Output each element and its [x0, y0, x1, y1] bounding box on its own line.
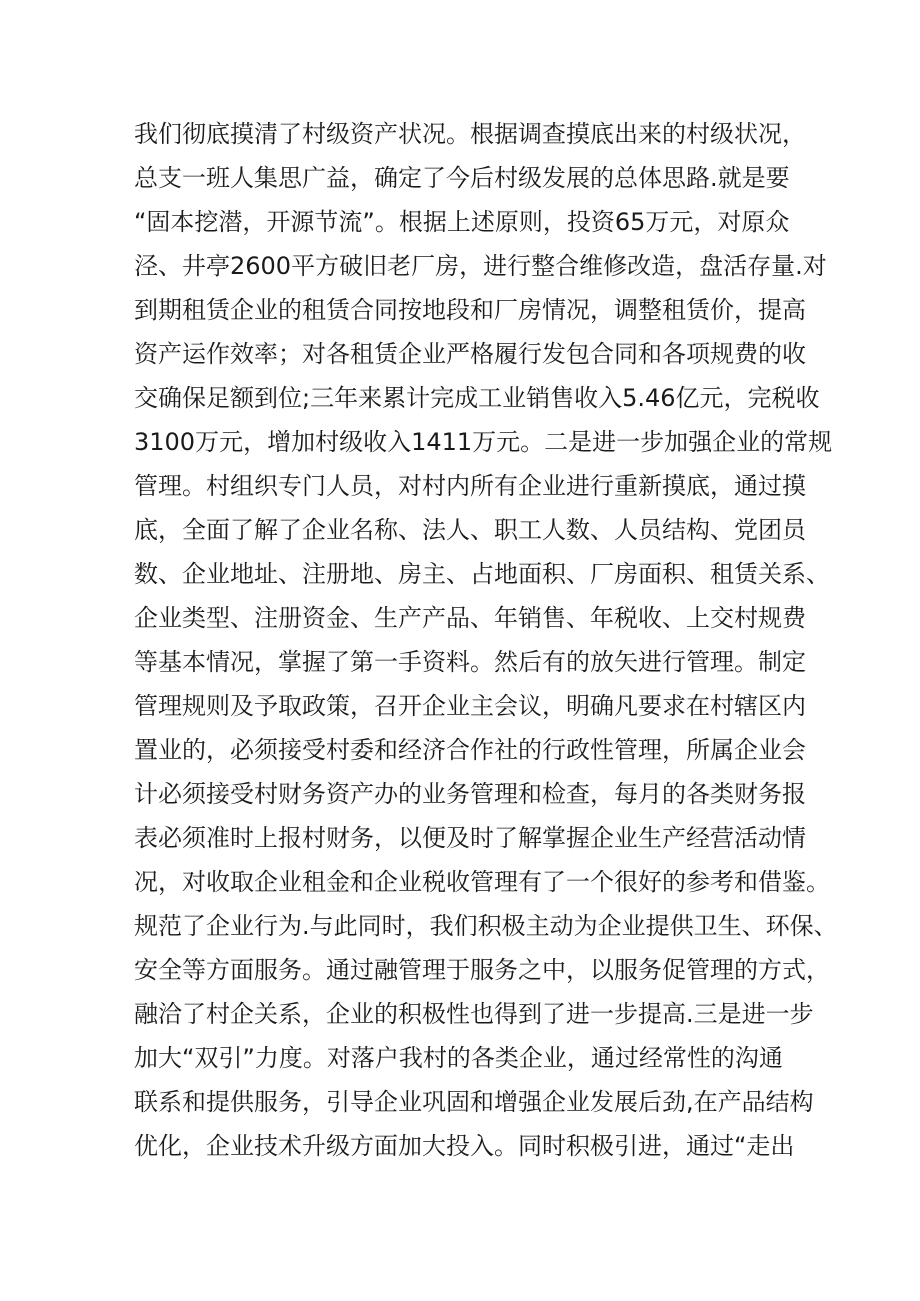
text-line: 融洽了村企关系，企业的积极性也得到了进一步提高.三是进一步	[134, 1000, 814, 1028]
text-line: 资产运作效率；对各租赁企业严格履行发包合同和各项规费的收	[134, 340, 806, 368]
text-line: 安全等方面服务。通过融管理于服务之中，以服务促管理的方式，	[134, 956, 830, 984]
text-line: 底，全面了解了企业名称、法人、职工人数、人员结构、党团员	[134, 516, 806, 544]
text-line: 优化，企业技术升级方面加大投入。同时积极引进，通过“走出	[134, 1132, 795, 1160]
text-line: 泾、井亭2600平方破旧老厂房，进行整合维修改造，盘活存量.对	[134, 252, 827, 280]
text-line: 管理。村组织专门人员，对村内所有企业进行重新摸底，通过摸	[134, 472, 806, 500]
text-line: 3100万元，增加村级收入1411万元。二是进一步加强企业的常规	[134, 428, 833, 456]
text-line: 企业类型、注册资金、生产产品、年销售、年税收、上交村规费	[134, 604, 806, 632]
text-line: 规范了企业行为.与此同时，我们积极主动为企业提供卫生、环保、	[134, 912, 838, 940]
text-line: “固本挖潜，开源节流”。根据上述原则，投资65万元，对原众	[134, 208, 790, 236]
body-text	[134, 112, 838, 1168]
text-line: 我们彻底摸清了村级资产状况。根据调查摸底出来的村级状况，	[134, 120, 806, 148]
text-line: 管理规则及予取政策，召开企业主会议，明确凡要求在村辖区内	[134, 692, 806, 720]
text-line: 交确保足额到位;三年来累计完成工业销售收入5.46亿元，完税收	[134, 384, 820, 412]
text-line: 等基本情况，掌握了第一手资料。然后有的放矢进行管理。制定	[134, 648, 806, 676]
text-line: 表必须准时上报村财务，以便及时了解掌握企业生产经营活动情	[134, 824, 806, 852]
text-line: 加大“双引”力度。对落户我村的各类企业，通过经常性的沟通	[134, 1044, 783, 1072]
text-line: 到期租赁企业的租赁合同按地段和厂房情况，调整租赁价，提高	[134, 296, 806, 324]
text-line: 况，对收取企业租金和企业税收管理有了一个很好的参考和借鉴。	[134, 868, 830, 896]
text-line: 联系和提供服务，引导企业巩固和增强企业发展后劲,在产品结构	[134, 1088, 814, 1116]
text-line: 总支一班人集思广益，确定了今后村级发展的总体思路.就是要	[134, 164, 790, 192]
text-line: 计必须接受村财务资产办的业务管理和检查，每月的各类财务报	[134, 780, 806, 808]
text-line: 置业的，必须接受村委和经济合作社的行政性管理，所属企业会	[134, 736, 806, 764]
text-line: 数、企业地址、注册地、房主、占地面积、厂房面积、租赁关系、	[134, 560, 830, 588]
